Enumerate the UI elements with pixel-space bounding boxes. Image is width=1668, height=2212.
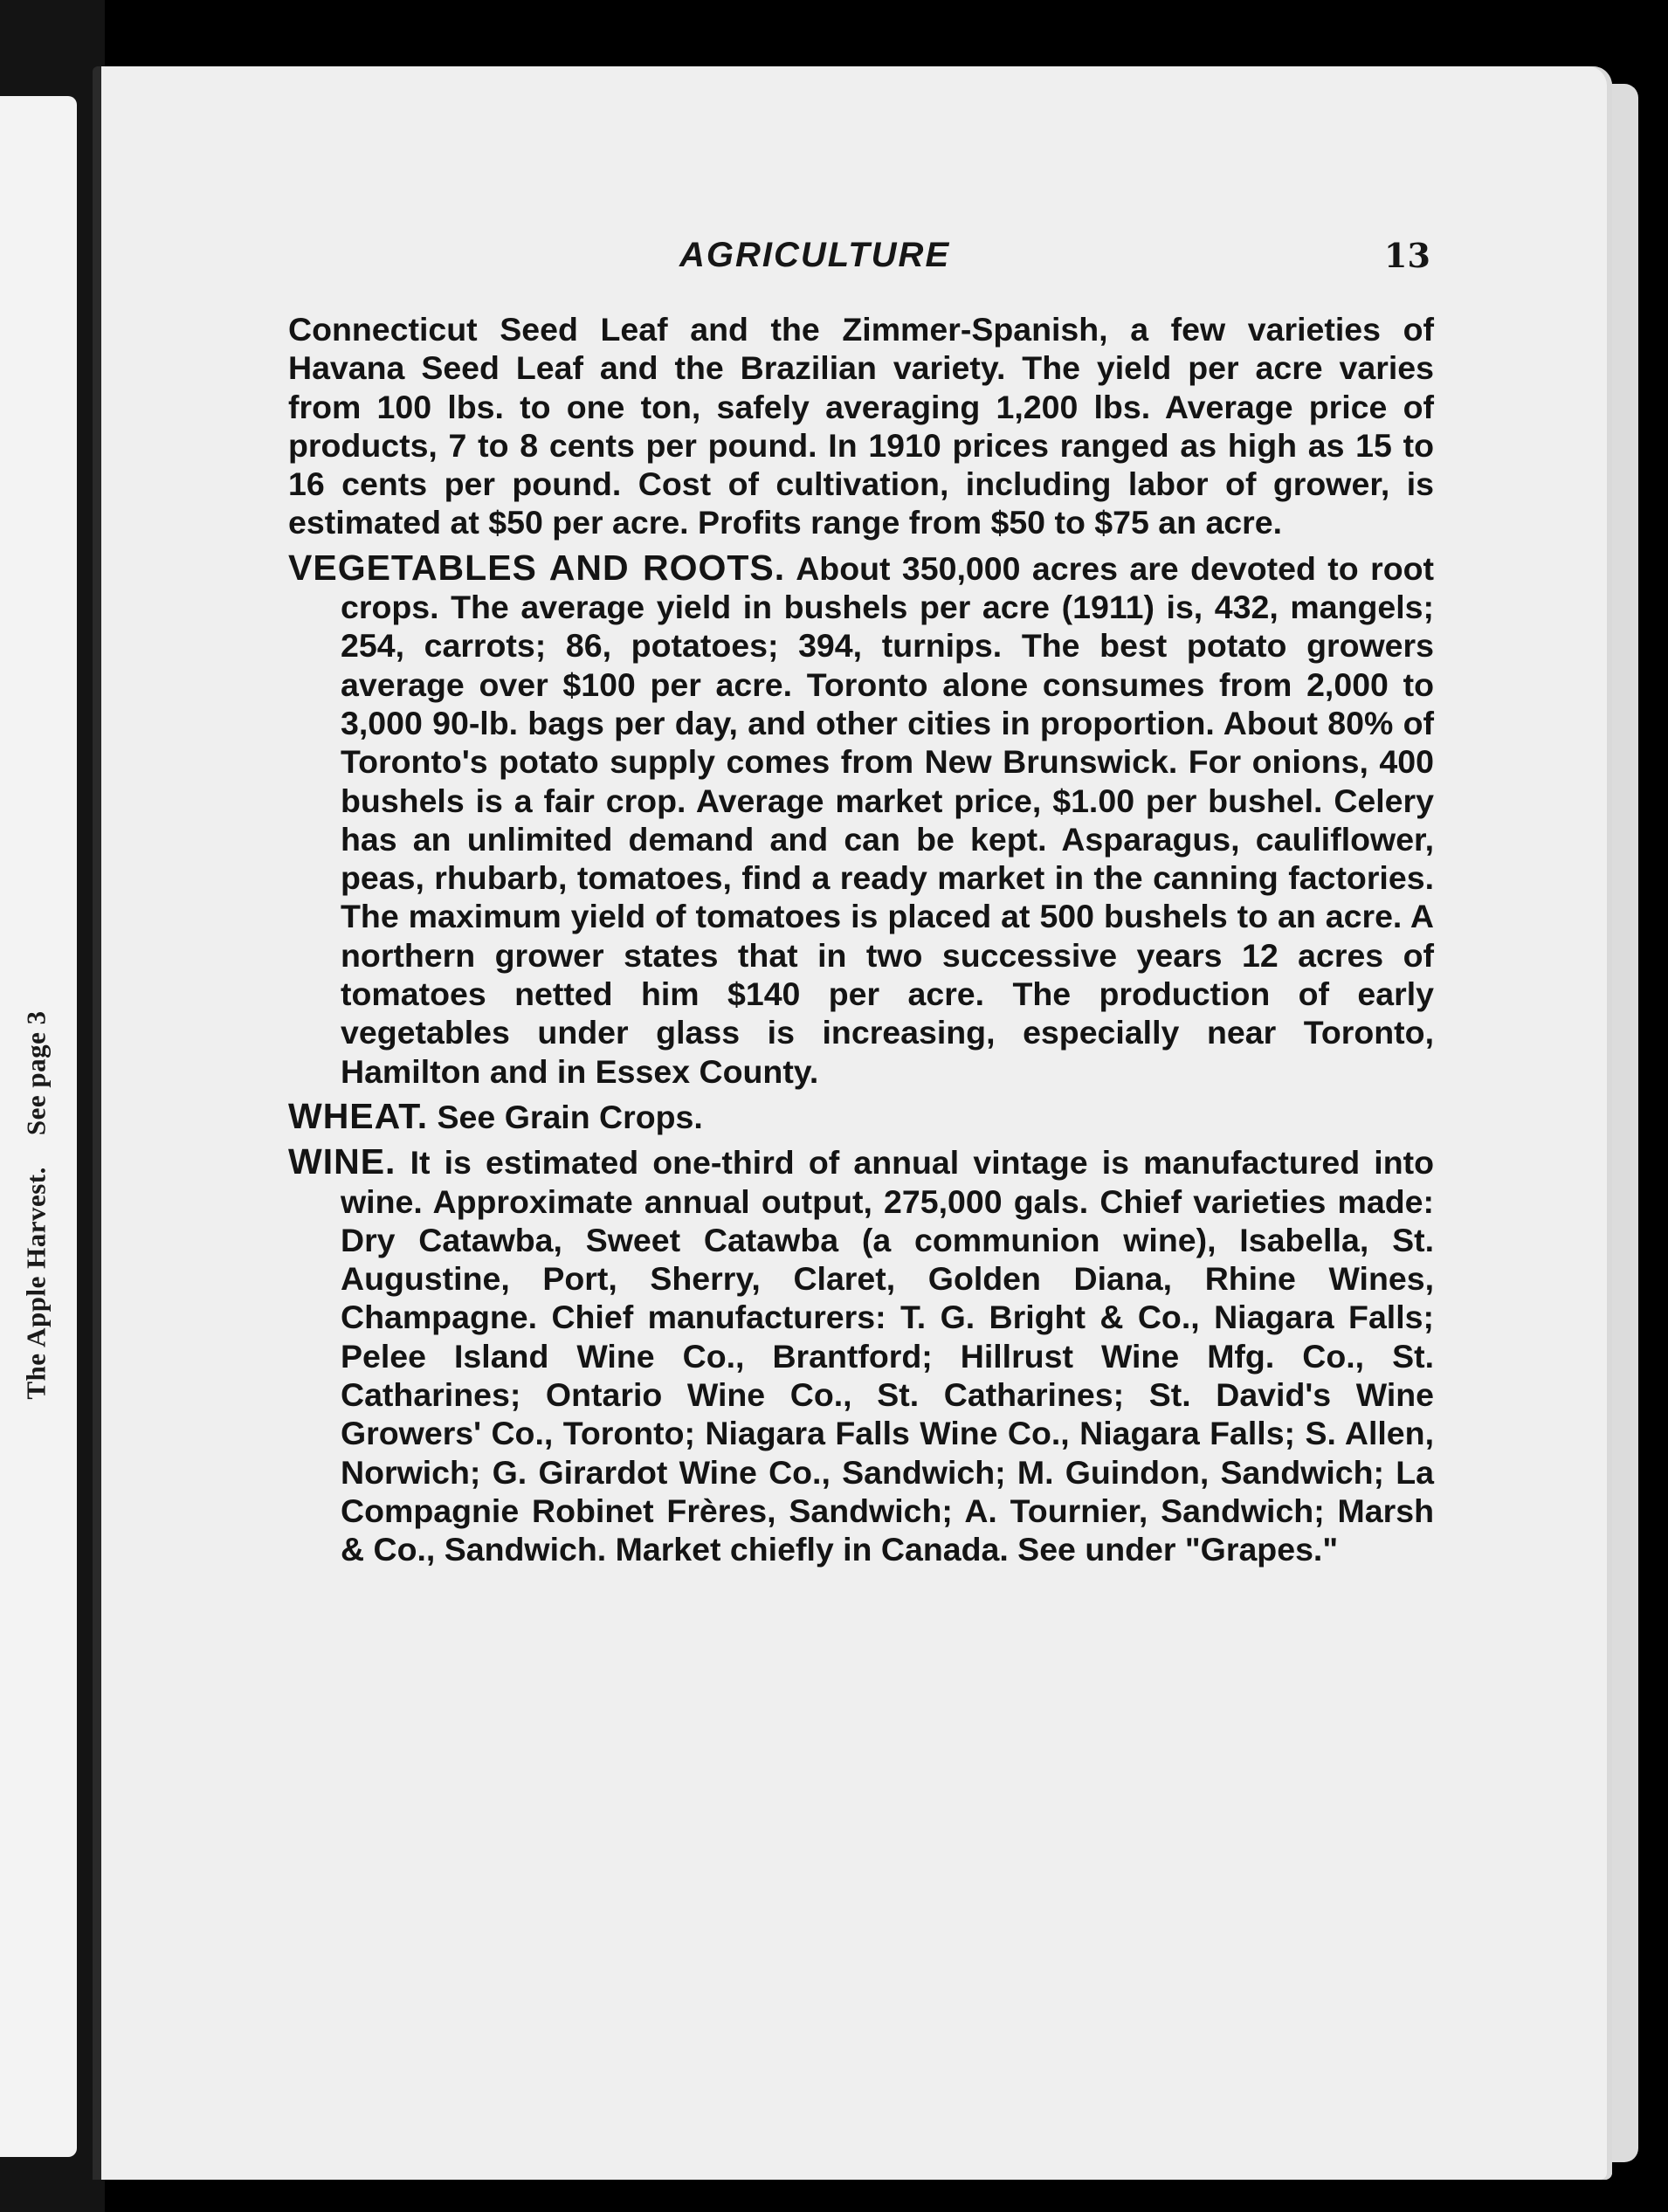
page-number: 13 [1384, 236, 1430, 275]
paragraph-tobacco [288, 310, 1434, 542]
side-caption [6, 921, 67, 1489]
entry-vegetables-and-roots [288, 548, 1434, 1091]
side-caption-text [21, 1010, 52, 1399]
entry-text: See Grain Crops. [437, 1098, 703, 1135]
body-text [288, 310, 1434, 1569]
entry-text: It is estimated one-third of annual vintage is manufactured into wine. Approximate annual output, 275,000 gals. Chief varieties made: Dry Catawba, Sweet Catawba (a communion wine), Isabella, St. Augustine, Port, Sherry, Claret, Golden Diana, Rhine Wines, Champagne. Chief manufacturers: T. G. Bright & Co., Niagara Falls; Pelee Island Wine Co., Brantford; Hillrust Wine Mfg. Co., St. Catharines; Ontario Wine Co., St. Catharines; St. David's Wine Growers' Co., Toronto; Niagara Falls Wine Co., Niagara Falls; S. Allen, Norwich; G. Girardot Wine Co., Sandwich; M. Guindon, Sandwich; La Compagnie Robinet Frères, Sandwich; A. Tournier, Sandwich; Marsh & Co., Sandwich. Market chiefly in Canada. See under "Grapes." [341, 1144, 1434, 1568]
running-title: AGRICULTURE [679, 236, 951, 274]
entry-text: About 350,000 acres are devoted to root crops. The average yield in bushels per acre (1911) is, 432, mangels; 254, carrots; 86, potatoes; 394, turnips. The best potato growers average over $100 per acre. Toronto alone consumes from 2,000 to 3,000 90-lb. bags per day, and other cities in proportion. About 80% of Toronto's potato supply comes from New Brunswick. For onions, 400 bushels is a fair crop. Average market price, $1.00 per bushel. Celery has an unlimited demand and can be kept. Asparagus, cauliflower, peas, rhubarb, tomatoes, find a ready market in the canning factories. The maximum yield of tomatoes is placed at 500 bushels to an acre. A northern grower states that in two successive years 12 acres of tomatoes netted him $140 per acre. The production of early vegetables under glass is increasing, especially near Toronto, Hamilton and in Essex County. [341, 549, 1434, 1090]
entry-heading: VEGETABLES AND ROOTS. [288, 547, 786, 588]
side-caption-left: The Apple Harvest. [21, 1167, 52, 1400]
entry-wheat [288, 1097, 1434, 1136]
paragraph-text: Connecticut Seed Leaf and the Zimmer-Spanish, a few varieties of Havana Seed Leaf and the Brazilian variety. The yield per acre varies from 100 lbs. to one ton, safely averaging 1,200 lbs. Average price of products, 7 to 8 cents per pound. In 1910 prices ranged as high as 15 to 16 cents per pound. Cost of cultivation, including labor of grower, is estimated at $50 per acre. Profits range from $50 to $75 an acre. [288, 311, 1434, 541]
entry-wine [288, 1142, 1434, 1568]
side-caption-right: See page 3 [21, 1010, 52, 1136]
entry-heading: WINE. [288, 1141, 396, 1182]
entry-heading: WHEAT. [288, 1095, 429, 1136]
